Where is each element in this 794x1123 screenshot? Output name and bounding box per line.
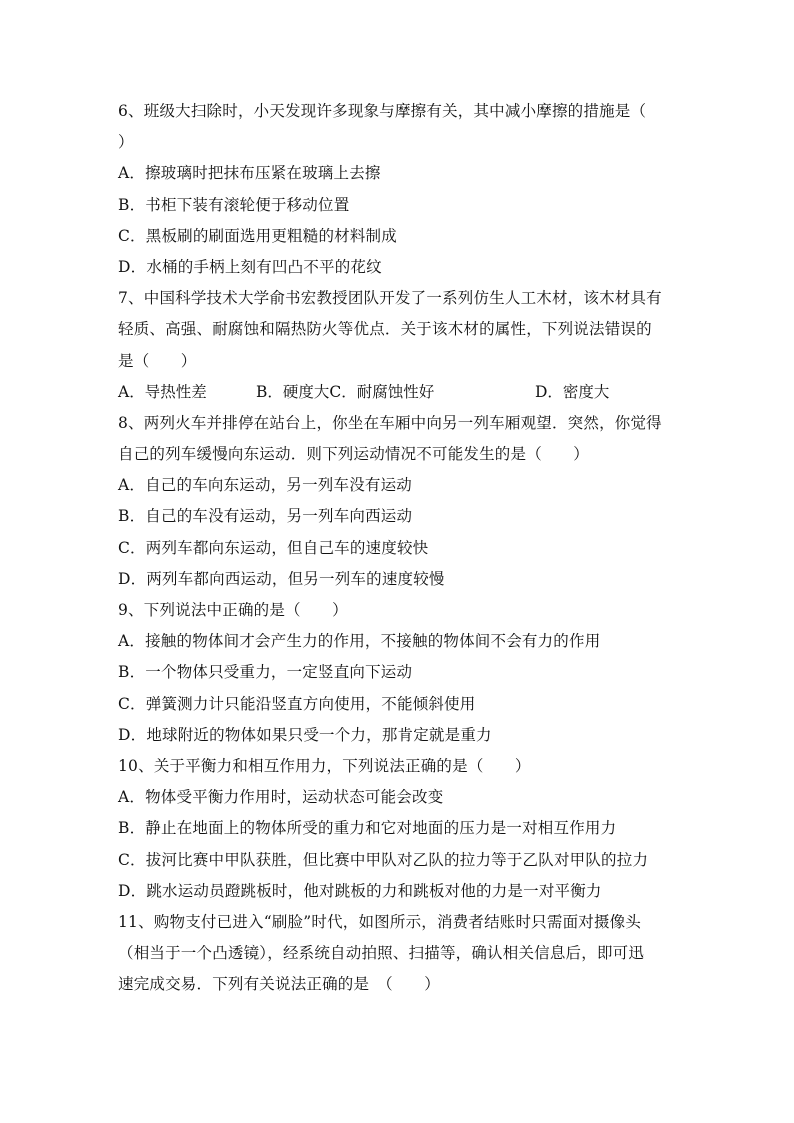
question-8-stem-line-1: 8、两列火车并排停在站台上，你坐在车厢中向另一列车厢观望．突然，你觉得: [118, 413, 662, 432]
question-10-option-a: A．物体受平衡力作用时，运动状态可能会改变: [118, 788, 444, 807]
question-8-option-d: D．两列车都向西运动，但另一列车的速度较慢: [118, 569, 445, 588]
question-9-option-a: A．接触的物体间才会产生力的作用，不接触的物体间不会有力的作用: [118, 632, 601, 651]
question-7-stem-line-1: 7、中国科学技术大学俞书宏教授团队开发了一系列仿生人工木材，该木材具有: [118, 289, 662, 308]
question-list: [118, 96, 678, 1000]
question-9-option-d: D．地球附近的物体如果只受一个力，那肯定就是重力: [118, 725, 492, 744]
question-11-stem-line-1: 11、购物支付已进入“刷脸”时代，如图所示，消费者结账时只需面对摄像头: [118, 912, 642, 931]
question-11: [118, 907, 678, 1001]
question-8-option-a: A．自己的车向东运动，另一列车没有运动: [118, 476, 412, 495]
question-8: [118, 408, 678, 595]
question-8-stem-line-2: 自己的列车缓慢向东运动．则下列运动情况不可能发生的是（ ）: [118, 445, 590, 464]
question-6-stem-line-1: 6、班级大扫除时，小天发现许多现象与摩擦有关，其中减小摩擦的措施是（: [118, 102, 647, 120]
question-7-option-d: D．密度大: [535, 382, 610, 401]
question-7-options: [118, 377, 678, 408]
question-11-stem-line-3: 速完成交易．下列有关说法正确的是 （ ）: [118, 975, 440, 994]
question-7-stem-line-2: 轻质、高强、耐腐蚀和隔热防火等优点．关于该木材的属性，下列说法错误的: [118, 320, 652, 339]
question-6-option-c: C．黑板刷的刷面选用更粗糙的材料制成: [118, 226, 397, 245]
question-10-stem-line-1: 10、关于平衡力和相互作用力，下列说法正确的是（ ）: [118, 756, 531, 775]
question-7-stem-line-3: 是（ ）: [118, 351, 197, 370]
question-9: [118, 595, 678, 751]
question-10-option-c: C．拔河比赛中甲队获胜，但比赛中甲队对乙队的拉力等于乙队对甲队的拉力: [118, 850, 649, 869]
question-6-stem-line-2: ）: [118, 133, 134, 152]
question-8-option-c: C．两列车都向东运动，但自己车的速度较快: [118, 538, 429, 557]
question-10-option-d: D．跳水运动员蹬跳板时，他对跳板的力和跳板对他的力是一对平衡力: [118, 881, 602, 900]
question-6-option-a: A．擦玻璃时把抹布压紧在玻璃上去擦: [118, 164, 381, 183]
question-6-option-d: D．水桶的手柄上刻有凹凸不平的花纹: [118, 257, 382, 276]
question-10-option-b: B．静止在地面上的物体所受的重力和它对地面的压力是一对相互作用力: [118, 819, 617, 838]
question-7: [118, 283, 678, 408]
question-6: [118, 96, 678, 283]
question-9-option-c: C．弹簧测力计只能沿竖直方向使用，不能倾斜使用: [118, 694, 476, 713]
question-10: [118, 751, 678, 907]
question-6-option-b: B．书柜下装有滚轮便于移动位置: [118, 195, 350, 214]
question-11-stem-line-2: （相当于一个凸透镜），经系统自动拍照、扫描等，确认相关信息后，即可迅: [118, 944, 645, 963]
question-9-stem-line-1: 9、下列说法中正确的是（ ）: [118, 601, 348, 619]
question-8-option-b: B．自己的车没有运动，另一列车向西运动: [118, 507, 413, 526]
question-7-option-bc: B．硬度大C．耐腐蚀性好: [256, 382, 435, 401]
question-9-option-b: B．一个物体只受重力，一定竖直向下运动: [118, 663, 413, 682]
question-7-option-a: A．导热性差: [118, 382, 207, 401]
